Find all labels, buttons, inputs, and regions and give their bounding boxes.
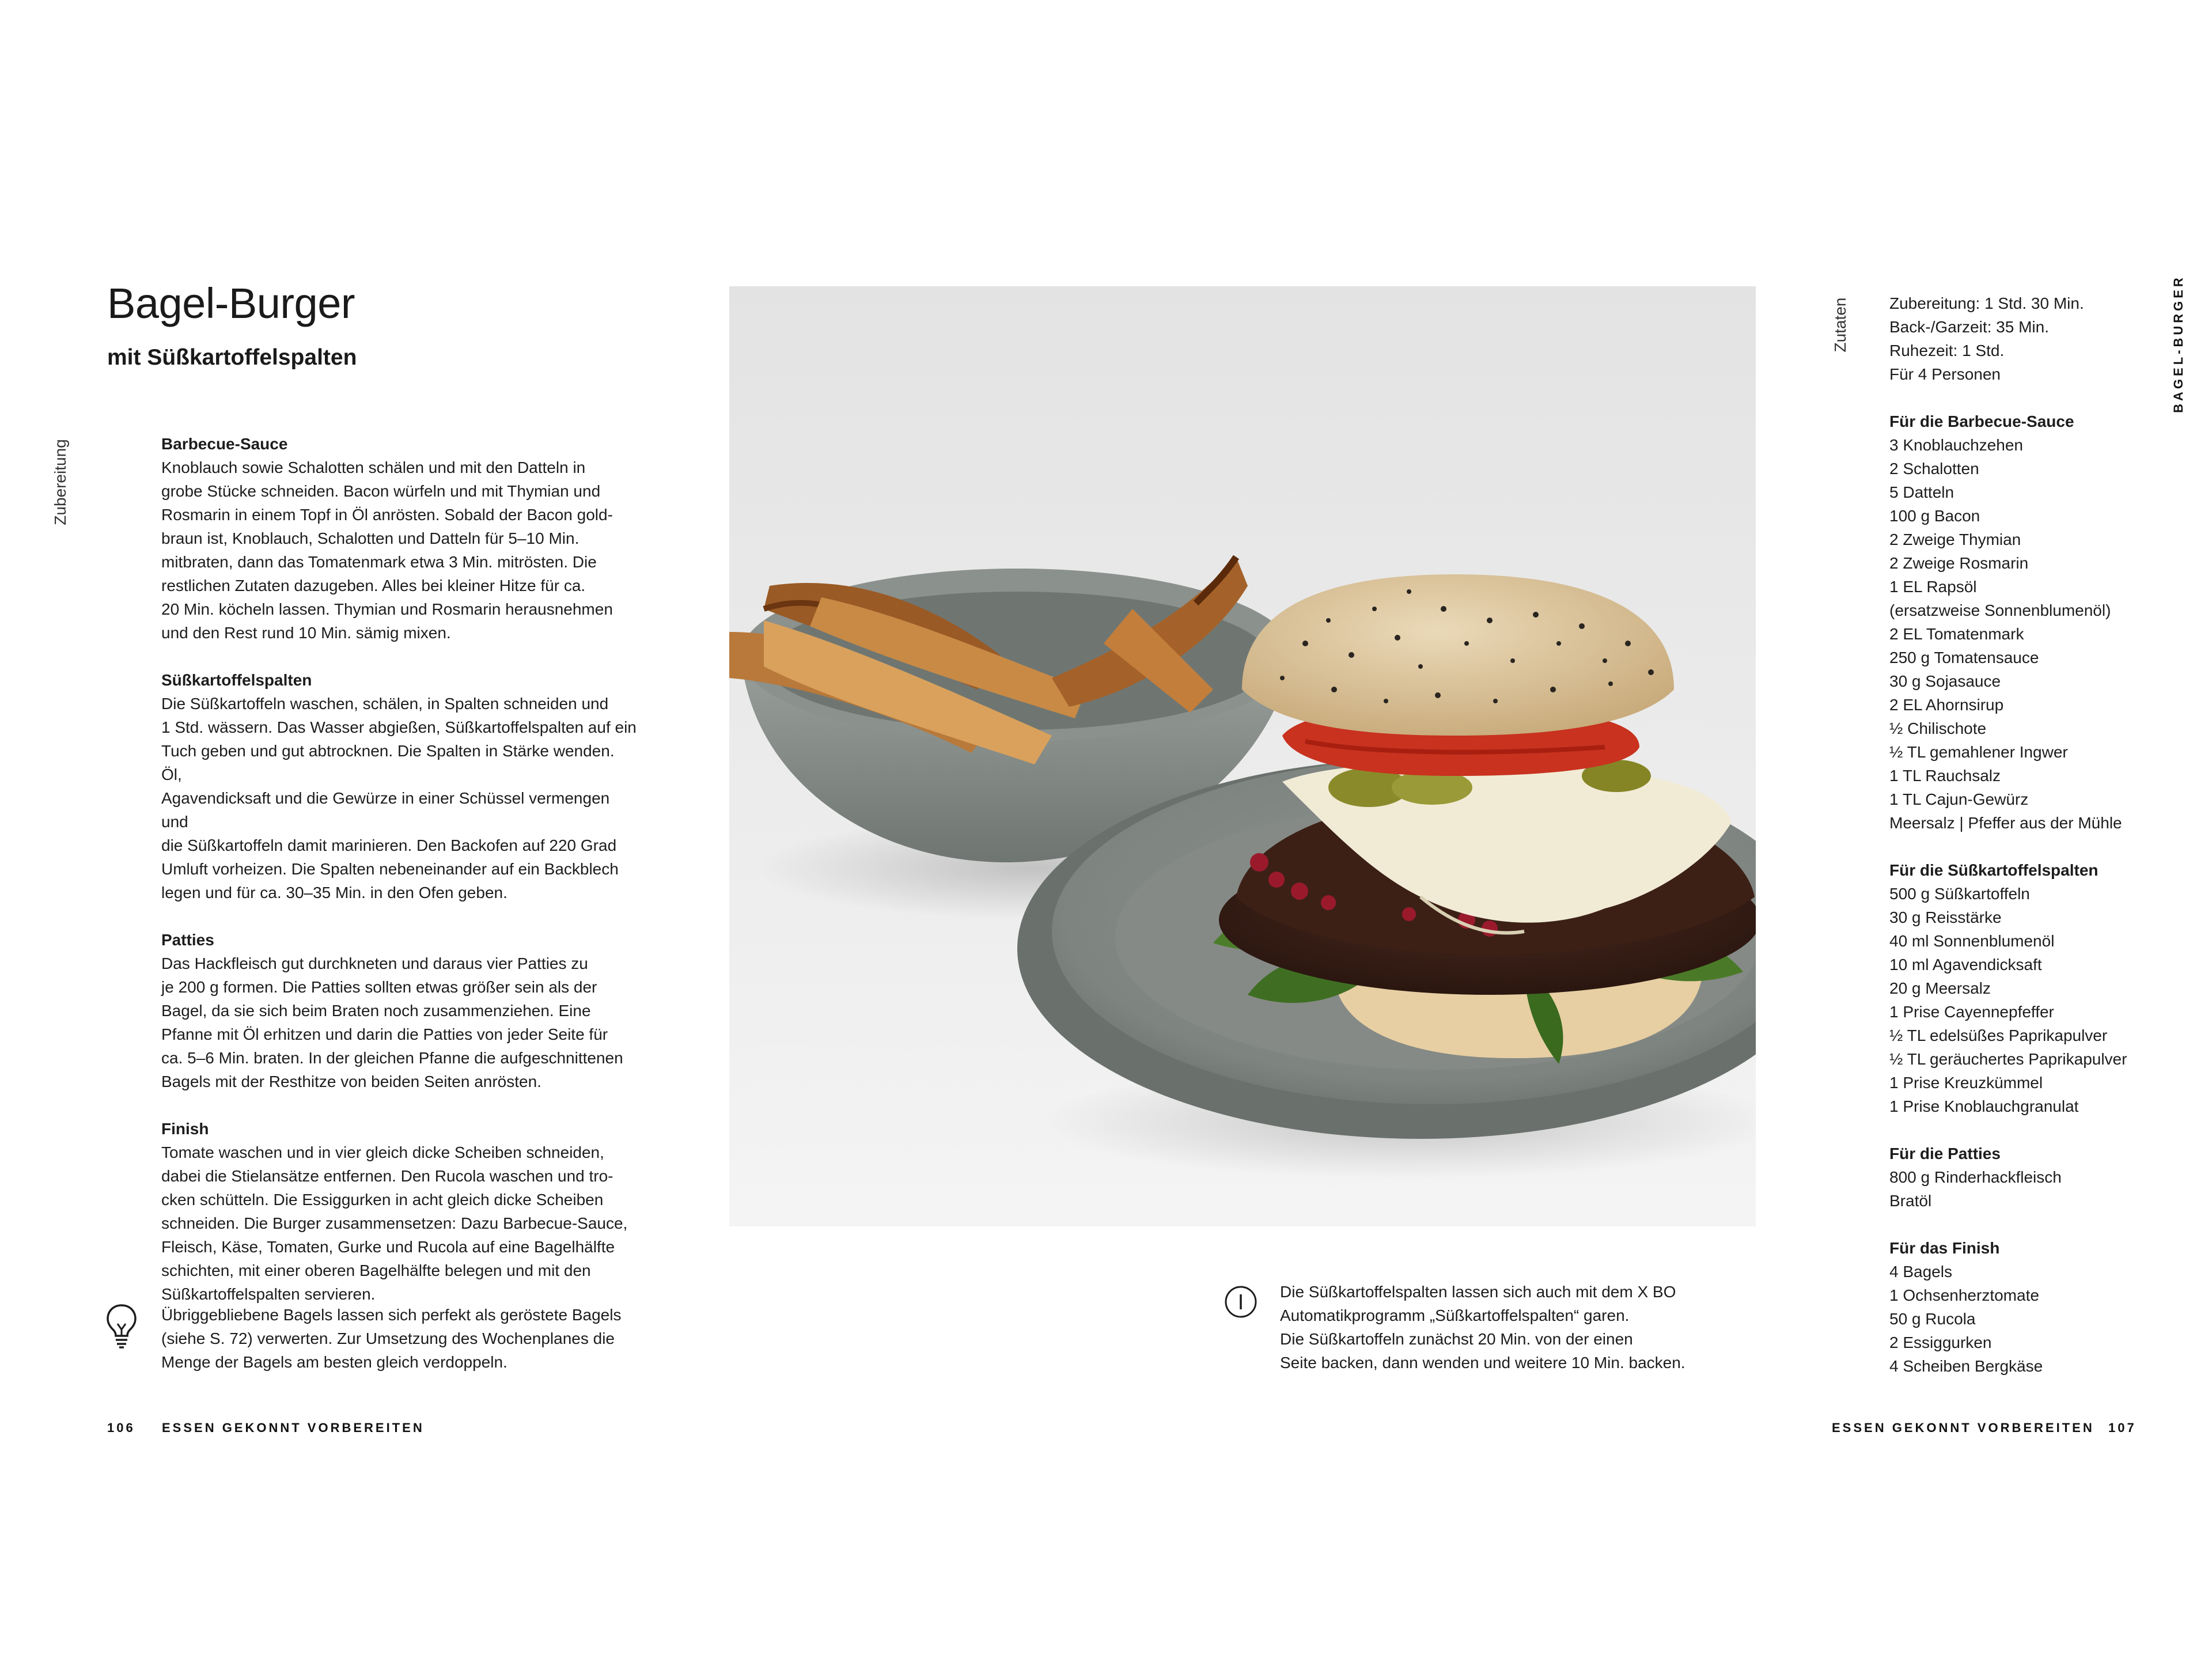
ingredient-group-heading: Für die Barbecue-Sauce	[1889, 412, 2074, 430]
page-number-right: 107	[2108, 1421, 2137, 1435]
ingredient-item: 30 g Sojasauce	[1889, 672, 2001, 690]
ingredient-item: 1 Prise Cayennepfeffer	[1889, 1003, 2054, 1021]
ingredient-item: 100 g Bacon	[1889, 507, 1980, 525]
recipe-subtitle: mit Süßkartoffelspalten	[107, 345, 357, 370]
info-icon	[1224, 1285, 1258, 1319]
ingredient-item: 5 Datteln	[1889, 483, 1955, 501]
ingredient-list	[1889, 1260, 2189, 1378]
ingredient-item: ½ TL gemahlener Ingwer	[1889, 743, 2068, 761]
lightbulb-icon	[105, 1303, 138, 1349]
section-tab-label: BAGEL-BURGER	[2171, 275, 2186, 413]
ingredient-group	[1889, 1142, 2189, 1213]
ingredient-item: 3 Knoblauchzehen	[1889, 436, 2023, 454]
ingredient-item: 2 EL Ahornsirup	[1889, 696, 2004, 714]
ingredient-item: 4 Bagels	[1889, 1263, 1952, 1281]
burger-photo	[729, 286, 1756, 1226]
step-suesskartoffelspalten	[161, 668, 639, 904]
ingredient-item: 4 Scheiben Bergkäse	[1889, 1357, 2043, 1375]
step-heading: Barbecue-Sauce	[161, 435, 288, 453]
servings: Für 4 Personen	[1889, 365, 2001, 383]
preparation-label: Zubereitung	[51, 439, 69, 525]
ingredient-item: ½ TL geräuchertes Paprikapulver	[1889, 1050, 2127, 1068]
ingredient-item: 1 Ochsenherztomate	[1889, 1286, 2039, 1304]
ingredient-group-heading: Für die Patties	[1889, 1145, 2001, 1162]
ingredient-item: 2 Schalotten	[1889, 460, 1979, 478]
ingredient-item: 2 Essiggurken	[1889, 1334, 1992, 1351]
ingredient-list	[1889, 433, 2189, 835]
ingredient-item: 1 TL Rauchsalz	[1889, 767, 2001, 785]
page-number-left: 106	[107, 1421, 135, 1435]
ingredient-item: ½ Chilischote	[1889, 719, 1987, 737]
ingredient-group-heading: Für die Süßkartoffelspalten	[1889, 861, 2099, 879]
ingredient-list	[1889, 882, 2189, 1118]
ingredient-group	[1889, 858, 2189, 1118]
ingredient-item: 1 TL Cajun-Gewürz	[1889, 790, 2029, 808]
ingredient-item: (ersatzweise Sonnenblumenöl)	[1889, 601, 2111, 619]
ingredient-item: ½ TL edelsüßes Paprikapulver	[1889, 1027, 2108, 1044]
bake-time: Back-/Garzeit: 35 Min.	[1889, 318, 2049, 336]
ingredient-group	[1889, 1236, 2189, 1378]
running-title-right: ESSEN GEKONNT VORBEREITEN	[1832, 1421, 2094, 1435]
preparation-steps	[161, 432, 639, 1330]
tip-text-right: Die Süßkartoffelspalten lassen sich auch mit dem X BO Automatikprogramm „Süßkartoffelspalten“ garen. Die Süßkartoffeln zunächst 20 Min. von der einen Seite backen, dann wenden und weitere 10 Min. backen.	[1280, 1283, 1685, 1372]
ingredient-item: 1 Prise Kreuzkümmel	[1889, 1074, 2043, 1092]
ingredient-item: 1 EL Rapsöl	[1889, 578, 1977, 596]
step-heading: Finish	[161, 1120, 209, 1138]
ingredient-item: 10 ml Agavendicksaft	[1889, 956, 2042, 974]
ingredient-item: 20 g Meersalz	[1889, 979, 1991, 997]
ingredients-label: Zutaten	[1831, 297, 1849, 353]
step-barbecue-sauce	[161, 432, 639, 645]
ingredient-list	[1889, 1165, 2189, 1213]
ingredient-item: Meersalz | Pfeffer aus der Mühle	[1889, 814, 2122, 832]
ingredient-item: 30 g Reisstärke	[1889, 908, 2002, 926]
ingredient-item: 250 g Tomatensauce	[1889, 649, 2039, 666]
ingredient-item: 800 g Rinderhackfleisch	[1889, 1168, 2062, 1186]
ingredient-item: 2 EL Tomatenmark	[1889, 625, 2024, 643]
recipe-meta	[1889, 291, 2189, 386]
ingredient-item: 2 Zweige Rosmarin	[1889, 554, 2029, 572]
ingredient-group	[1889, 410, 2189, 835]
running-title-left: ESSEN GEKONNT VORBEREITEN	[162, 1421, 425, 1435]
ingredient-group-heading: Für das Finish	[1889, 1239, 2000, 1257]
step-text: Die Süßkartoffeln waschen, schälen, in Spalten schneiden und 1 Std. wässern. Das Wasser abgießen, Süßkartoffelspalten auf ein Tuch geben und gut abtrocknen. Die Spalten in Stärke wenden. Öl, Agavendicksaft und die Gewürze in einer Schüssel vermengen und die Süßkartoffeln damit marinieren. Den Backofen auf 220 Grad Umluft vorheizen. Die Spalten nebeneinander auf ein Backblech legen und für ca. 30–35 Min. in den Ofen geben.	[161, 695, 637, 902]
ingredient-item: 40 ml Sonnenblumenöl	[1889, 932, 2055, 950]
step-finish	[161, 1117, 639, 1306]
tip-text-left: Übriggebliebene Bagels lassen sich perfekt als geröstete Bagels (siehe S. 72) verwerten. Zur Umsetzung des Wochenplanes die Menge der Bagels am besten gleich verdoppeln.	[161, 1306, 622, 1371]
step-text: Knoblauch sowie Schalotten schälen und mit den Datteln in grobe Stücke schneiden. Bacon würfeln und mit Thymian und Rosmarin in einem Topf in Öl anrösten. Sobald der Bacon gold- braun ist, Knoblauch, Schalotten und Datteln für 5–10 Min. mitbraten, dann das Tomatenmark etwa 3 Min. mitrösten. Die restlichen Zutaten dazugeben. Alles bei kleiner Hitze für ca. 20 Min. köcheln lassen. Thymian und Rosmarin herausnehmen und den Rest rund 10 Min. sämig mixen.	[161, 459, 613, 642]
prep-time: Zubereitung: 1 Std. 30 Min.	[1889, 294, 2084, 312]
step-heading: Patties	[161, 931, 214, 949]
rest-time: Ruhezeit: 1 Std.	[1889, 342, 2005, 359]
ingredient-item: 2 Zweige Thymian	[1889, 531, 2021, 548]
ingredient-item: 500 g Süßkartoffeln	[1889, 885, 2030, 903]
ingredient-item: 50 g Rucola	[1889, 1310, 1976, 1328]
step-patties	[161, 928, 639, 1093]
step-text: Tomate waschen und in vier gleich dicke Scheiben schneiden, dabei die Stielansätze entfernen. Den Rucola waschen und tro- cken schütteln. Die Essiggurken in acht gleich dicke Scheiben schneiden. Die Burger zusammensetzen: Dazu Barbecue-Sauce, Fleisch, Käse, Tomaten, Gurke und Rucola auf eine Bagelhälfte schichten, mit einer oberen Bagelhälfte belegen und mit den Süßkartoffelspalten servieren.	[161, 1143, 628, 1303]
ingredient-item: 1 Prise Knoblauchgranulat	[1889, 1097, 2079, 1115]
recipe-title: Bagel-Burger	[107, 279, 355, 327]
ingredient-item: Bratöl	[1889, 1192, 1932, 1210]
ingredient-groups	[1889, 410, 2189, 1402]
step-text: Das Hackfleisch gut durchkneten und daraus vier Patties zu je 200 g formen. Die Patties sollten etwas größer sein als der Bagel, da sie sich beim Braten noch zusammenziehen. Eine Pfanne mit Öl erhitzen und darin die Patties von jeder Seite für ca. 5–6 Min. braten. In der gleichen Pfanne die aufgeschnittenen Bagels mit der Resthitze von beiden Seiten anrösten.	[161, 955, 623, 1090]
step-heading: Süßkartoffelspalten	[161, 671, 312, 689]
